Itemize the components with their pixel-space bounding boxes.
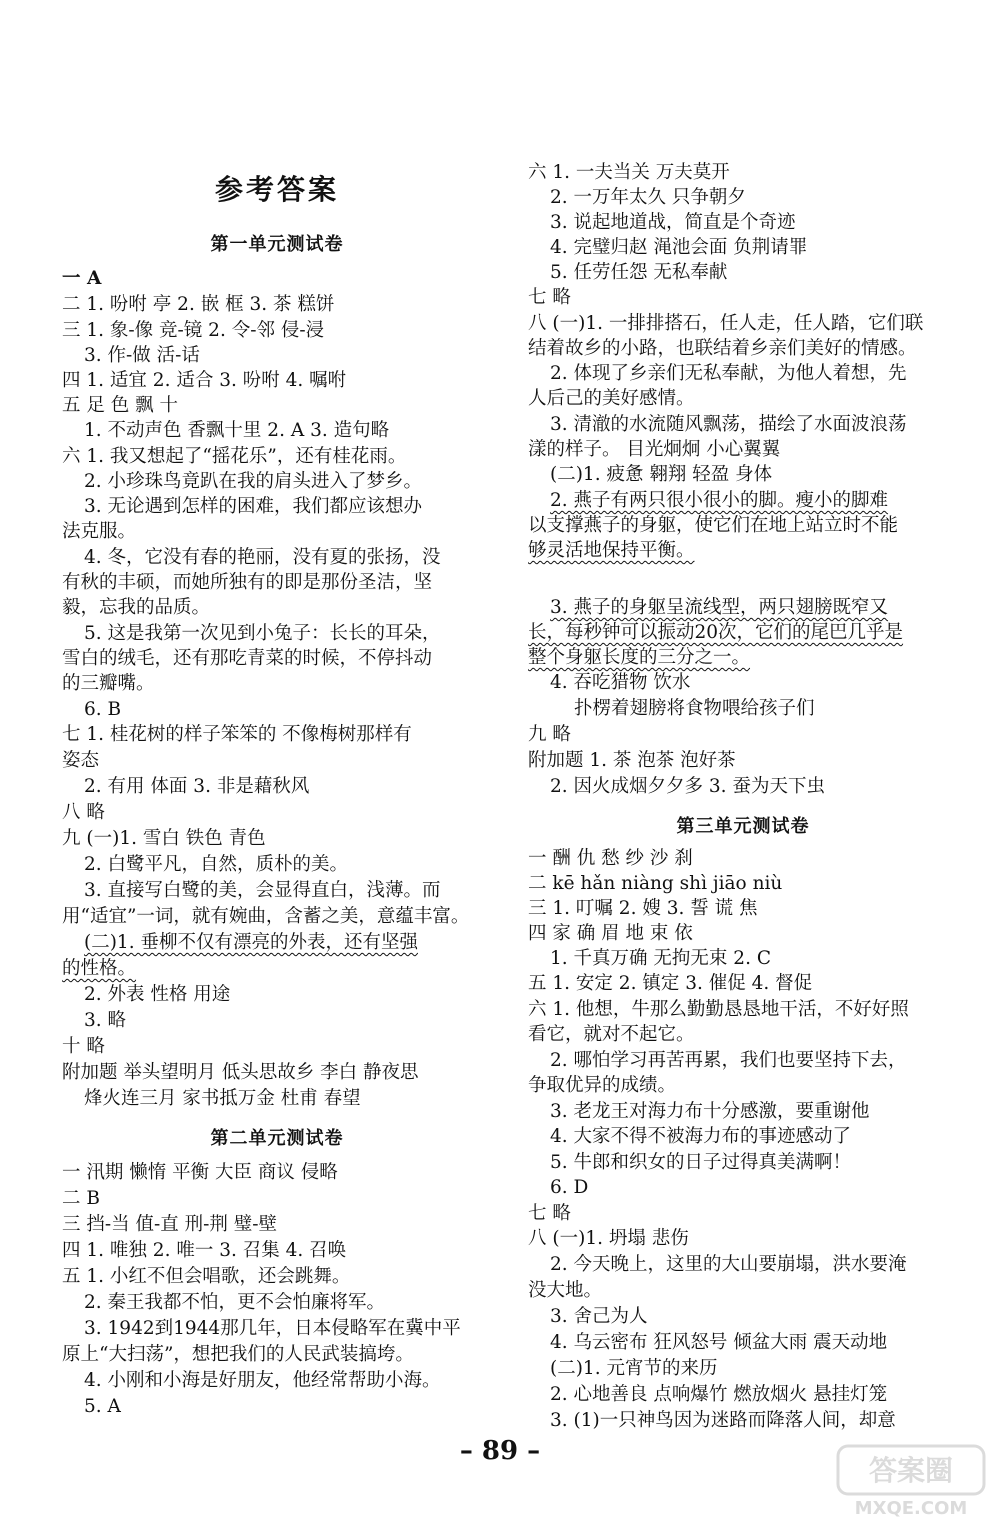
answer-line: 够灵活地保持平衡。	[528, 540, 695, 561]
answer-line: 2. 一万年太久 只争朝夕	[550, 187, 746, 208]
answer-line: 七 略	[528, 1203, 571, 1224]
answer-line: 一 酬 仇 愁 纱 沙 刹	[528, 848, 693, 869]
answer-line: 漾的样子。 目光炯炯 小心翼翼	[528, 439, 781, 460]
answer-line: 4. 乌云密布 狂风怒号 倾盆大雨 震天动地	[550, 1332, 888, 1353]
answer-line: 4. 冬，它没有春的艳丽，没有夏的张扬，没	[84, 547, 441, 568]
answer-line: 三 1. 象-像 竞-镜 2. 令-邻 侵-浸	[62, 320, 325, 341]
answer-line: 八 (一)1. 坍塌 悲伤	[528, 1228, 689, 1249]
answer-line: 八 (一)1. 一排排搭石，任人走，任人踏，它们联	[528, 313, 924, 334]
answer-line: 2. 小珍珠鸟竟趴在我的肩头进入了梦乡。	[84, 471, 423, 492]
answer-line: 3. 燕子的身躯呈流线型，两只翅膀既窄又	[550, 597, 889, 618]
answer-line: 2. 哪怕学习再苦再累，我们也要坚持下去，	[550, 1050, 907, 1071]
answer-line: 烽火连三月 家书抵万金 杜甫 春望	[84, 1088, 361, 1109]
answer-line: 5. 牛郎和织女的日子过得真美满啊！	[550, 1152, 852, 1173]
answer-line: 八 略	[62, 802, 105, 823]
answer-line: 1. 千真万确 无拘无束 2. C	[550, 948, 771, 969]
answer-line: 4. 大家不得不被海力布的事迹感动了	[550, 1126, 852, 1147]
answer-line: 原上“大扫荡”，想把我们的人民武装搞垮。	[62, 1344, 414, 1365]
answer-line: 九 (一)1. 雪白 铁色 青色	[62, 828, 266, 849]
answer-line: 法克服。	[62, 521, 137, 542]
answer-line: 3. 清澈的水流随风飘荡，描绘了水面波浪荡	[550, 414, 907, 435]
answer-line: 七 略	[528, 287, 571, 308]
answer-line: 四 1. 唯独 2. 唯一 3. 召集 4. 召唤	[62, 1240, 347, 1261]
answer-line: 6. B	[84, 699, 122, 720]
answer-line: 4. 完璧归赵 渑池会面 负荆请罪	[550, 237, 808, 258]
answer-line: 2. 白鹭平凡，自然，质朴的美。	[84, 854, 349, 875]
answer-line: 2. 有用 体面 3. 非是藉秋风	[84, 776, 310, 797]
answer-line: 二 kē hǎn niàng shì jiāo niù	[528, 873, 783, 894]
answer-line: (二)1. 元宵节的来历	[550, 1358, 718, 1379]
answer-line: 六 1. 一夫当关 万夫莫开	[528, 162, 730, 183]
answer-line: 一 A	[62, 268, 102, 289]
answer-line: 三 挡-当 值-直 刑-荆 璧-壁	[62, 1214, 278, 1235]
answer-line: 4. 吞吃猎物 饮水	[550, 672, 691, 693]
answer-line: 2. 体现了乡亲们无私奉献，为他人着想，先	[550, 363, 907, 384]
answer-line: 雪白的绒毛，还有那吃青菜的时候，不停抖动	[62, 648, 433, 669]
answer-line: 三 1. 叮嘱 2. 嫂 3. 誓 谎 焦	[528, 898, 758, 919]
answer-line: 3. (1)一只神鸟因为迷路而降落人间，却意	[550, 1410, 896, 1431]
answer-line: 争取优异的成绩。	[528, 1075, 677, 1096]
answer-line: 3. 略	[84, 1010, 127, 1031]
answer-line: 2. 今天晚上，这里的大山要崩塌，洪水要淹	[550, 1254, 907, 1275]
answer-line: 二 1. 吩咐 亭 2. 嵌 框 3. 茶 糕饼	[62, 294, 335, 315]
answer-line: 3. 直接写白鹭的美，会显得直白，浅薄。而	[84, 880, 441, 901]
answer-line: 以支撑燕子的身躯，使它们在地上站立时不能	[528, 515, 899, 536]
answer-line: (二)1. 疲惫 翱翔 轻盈 身体	[550, 464, 773, 485]
answer-line: 3. 作-做 活-话	[84, 345, 200, 366]
answer-line: 没大地。	[528, 1280, 603, 1301]
answer-line: 6. D	[550, 1177, 589, 1198]
answer-line: 结着故乡的小路，也联结着乡亲们美好的情感。	[528, 338, 917, 359]
watermark-logo	[836, 1442, 986, 1520]
answer-line: 2. 因火成烟夕夕多 3. 蚕为天下虫	[550, 776, 825, 797]
answer-line: 一 汛期 懒惰 平衡 大臣 商议 侵略	[62, 1162, 338, 1183]
page-title: 参考答案	[214, 173, 339, 206]
unit2-heading: 第二单元测试卷	[210, 1128, 344, 1149]
answer-line: 看它，就对不起它。	[528, 1024, 695, 1045]
answer-line: 六 1. 我又想起了“摇花乐”，还有桂花雨。	[62, 446, 407, 467]
answer-line: 用“适宜”一词，就有婉曲，含蓄之美，意蕴丰富。	[62, 906, 470, 927]
answer-line: 四 家 确 眉 地 束 依	[528, 923, 693, 944]
answer-line: 姿态	[62, 750, 100, 771]
answer-line: 六 1. 他想，牛那么勤勤恳恳地干活，不好好照	[528, 999, 909, 1020]
svg-text:答案圈: 答案圈	[868, 1454, 954, 1487]
answer-line: 5. 这是我第一次见到小兔子：长长的耳朵，	[84, 623, 441, 644]
answer-line: 的性格。	[62, 958, 137, 979]
answer-line: 1. 不动声色 香飘十里 2. A 3. 造句略	[84, 420, 390, 441]
answer-line: 毅，忘我的品质。	[62, 597, 211, 618]
answer-line: 的三瓣嘴。	[62, 673, 155, 694]
answer-line: 5. 任劳任怨 无私奉献	[550, 262, 728, 283]
unit1-heading: 第一单元测试卷	[210, 234, 344, 255]
answer-line: 2. 外表 性格 用途	[84, 984, 231, 1005]
answer-line: 附加题 举头望明月 低头思故乡 李白 静夜思	[62, 1062, 419, 1083]
answer-line: 有秋的丰硕，而她所独有的即是那份圣洁，坚	[62, 572, 433, 593]
answer-line: 二 B	[62, 1188, 100, 1209]
answer-line: 七 1. 桂花树的样子笨笨的 不像梅树那样有	[62, 724, 412, 745]
answer-line: 扑楞着翅膀将食物喂给孩子们	[574, 698, 815, 719]
answer-line: 2. 燕子有两只很小很小的脚。瘦小的脚难	[550, 490, 889, 511]
answer-line: 整个身躯长度的三分之一。	[528, 647, 751, 668]
answer-line: 3. 无论遇到怎样的困难，我们都应该想办	[84, 496, 423, 517]
answer-line: 十 略	[62, 1036, 105, 1057]
answer-line: 2. 秦王我都不怕，更不会怕廉将军。	[84, 1292, 386, 1313]
answer-line: 四 1. 适宜 2. 适合 3. 吩咐 4. 嘱咐	[62, 370, 347, 391]
answer-line: 3. 1942到1944那几年，日本侵略军在冀中平	[84, 1318, 461, 1339]
unit3-heading: 第三单元测试卷	[676, 816, 810, 837]
answer-line: 3. 舍己为人	[550, 1306, 648, 1327]
answer-line: 五 足 色 飘 十	[62, 395, 179, 416]
answer-line: 人后己的美好感情。	[528, 388, 695, 409]
page-number: – 89 –	[459, 1436, 541, 1466]
answer-line: 2. 心地善良 点响爆竹 燃放烟火 悬挂灯笼	[550, 1384, 888, 1405]
answer-line: 五 1. 小红不但会唱歌，还会跳舞。	[62, 1266, 351, 1287]
answer-line: 3. 老龙王对海力布十分感激，要重谢他	[550, 1101, 870, 1122]
svg-text:MXQE.COM: MXQE.COM	[854, 1498, 968, 1519]
answer-line: 5. A	[84, 1396, 121, 1417]
answer-line: 九 略	[528, 724, 571, 745]
answer-line: 长，每秒钟可以振动20次，它们的尾巴几乎是	[528, 622, 904, 643]
answer-line: (二)1. 垂柳不仅有漂亮的外表，还有坚强	[84, 932, 418, 953]
answer-line: 4. 小刚和小海是好朋友，他经常帮助小海。	[84, 1370, 441, 1391]
answer-line: 3. 说起地道战，简直是个奇迹	[550, 212, 796, 233]
answer-line: 附加题 1. 茶 泡茶 泡好茶	[528, 750, 736, 771]
answer-line: 五 1. 安定 2. 镇定 3. 催促 4. 督促	[528, 973, 813, 994]
